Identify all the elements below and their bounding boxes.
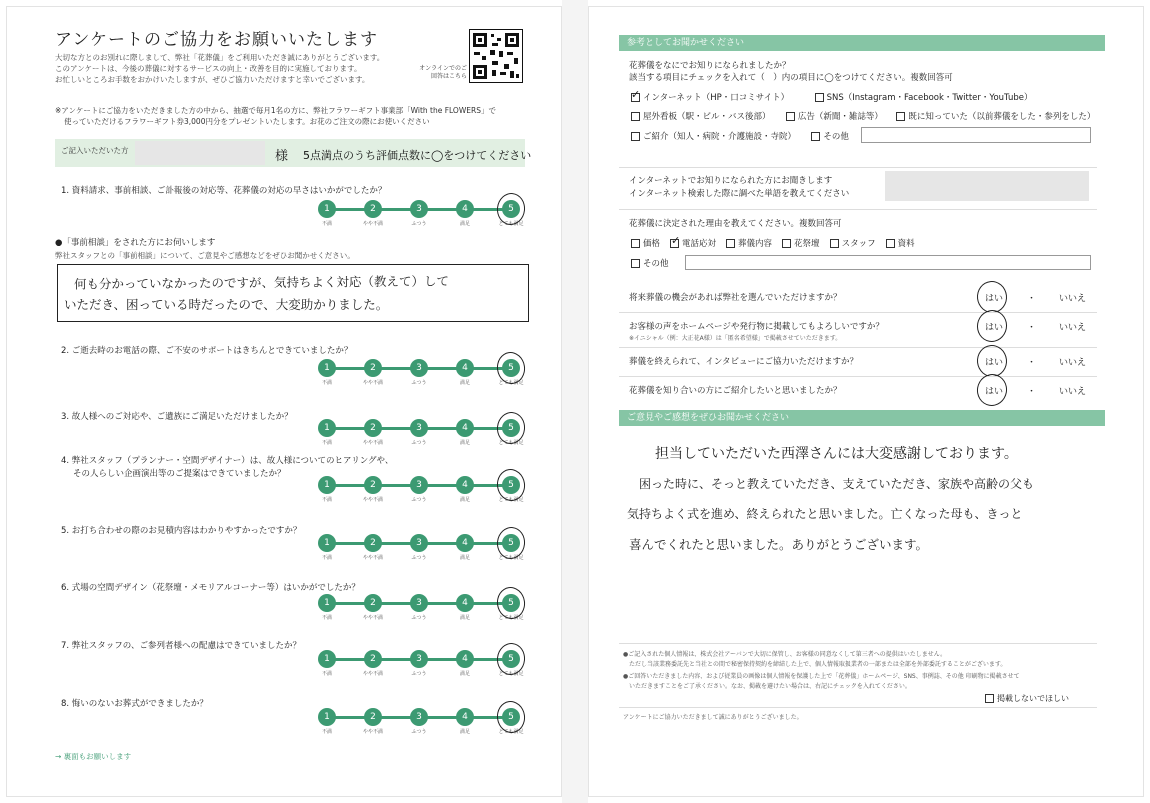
rating-option-4[interactable]: 4 xyxy=(456,200,474,218)
pre-consult-comment-box[interactable] xyxy=(57,264,529,322)
question-3: 3. 故人様へのご対応や、ご遺族にご満足いただけましたか？ xyxy=(61,412,293,422)
rating-scale-label: とても満足 xyxy=(498,671,524,677)
handwritten-line: いただき、困っている時だったので、大変助かりました。 xyxy=(64,297,389,312)
reason-options xyxy=(631,234,925,249)
rating-scale-label: とても満足 xyxy=(498,497,524,503)
yn-question-3: 葬儀を終えられて、インタビューにご協力いただけますか？ xyxy=(629,357,858,367)
rating-option-5[interactable]: 5 xyxy=(502,534,520,552)
rating-scale-label: とても満足 xyxy=(498,221,524,227)
option-internet: インターネット（HP・口コミサイト） xyxy=(643,93,790,103)
question-1: 1. 資料請求、事前相談、ご訃報後の対応等、花葬儀の対応の早さはいかがでしたか？ xyxy=(61,186,387,196)
reason-label: 価格 xyxy=(643,239,661,249)
rating-scale-label: やや不満 xyxy=(362,615,383,621)
name-label: ご記入いただいた方 xyxy=(61,146,129,155)
know-row-3 xyxy=(631,130,849,142)
no-option[interactable]: いいえ xyxy=(1059,294,1087,304)
rating-scale-label: とても満足 xyxy=(498,440,524,446)
right-page xyxy=(588,6,1144,797)
checkbox-referral[interactable] xyxy=(631,132,640,141)
rating-scale-label: 不満 xyxy=(321,440,332,446)
rating-scale-label: 満足 xyxy=(459,729,470,735)
reason-option xyxy=(782,239,820,249)
rating-option-1[interactable]: 1 xyxy=(318,708,336,726)
checkbox-reason-4[interactable] xyxy=(782,239,791,248)
rating-option-3[interactable]: 3 xyxy=(410,650,428,668)
internet-question-sub: インターネット検索した際に調べた単語を教えてください xyxy=(629,189,850,199)
reason-other-label: その他 xyxy=(643,259,669,269)
rating-option-5[interactable]: 5 xyxy=(502,650,520,668)
question-8: 8. 悔いのないお葬式ができましたか？ xyxy=(61,699,208,709)
option-referral: ご紹介（知人・病院・介護施設・寺院） xyxy=(643,132,797,142)
rating-option-2[interactable]: 2 xyxy=(364,419,382,437)
checkbox-reason-3[interactable] xyxy=(726,239,735,248)
selected-yes-circle xyxy=(974,372,1009,409)
yn-question-4: 花葬儀を知り合いの方にご紹介したいと思いましたか？ xyxy=(629,386,842,396)
qr-code[interactable] xyxy=(469,29,523,83)
option-ad: 広告（新聞・雑誌等） xyxy=(797,112,883,122)
handwritten-line: 喜んでくれたと思いました。ありがとうございます。 xyxy=(629,537,929,552)
reason-label: 資料 xyxy=(897,239,915,249)
rating-option-4[interactable]: 4 xyxy=(456,476,474,494)
yes-option[interactable]: はい xyxy=(985,358,1004,368)
rating-option-4[interactable]: 4 xyxy=(456,650,474,668)
rating-option-1[interactable]: 1 xyxy=(318,534,336,552)
rating-option-1[interactable]: 1 xyxy=(318,650,336,668)
question-4-line2: その人らしい企画演出等のご提案はできていましたか？ xyxy=(73,469,286,479)
checkbox-other[interactable] xyxy=(811,132,820,141)
rating-option-3[interactable]: 3 xyxy=(410,594,428,612)
rating-scale-label: 満足 xyxy=(459,671,470,677)
rating-scale-label: 不満 xyxy=(321,497,332,503)
rating-option-3[interactable]: 3 xyxy=(410,200,428,218)
rating-scale-label: 不満 xyxy=(321,555,332,561)
rating-scale-label: 不満 xyxy=(321,615,332,621)
rating-scale-label: ふつう xyxy=(411,671,427,677)
rating-option-5[interactable]: 5 xyxy=(502,419,520,437)
yes-option[interactable]: はい xyxy=(985,323,1004,333)
question-4: 4. 弊社スタッフ（プランナー・空間デザイナー）は、故人様についてのヒアリングや、 xyxy=(61,456,394,466)
reason-option xyxy=(830,239,876,249)
separator-dot: ・ xyxy=(1027,294,1037,304)
divider xyxy=(619,167,1097,168)
section-header-comments: ご意見やご感想をぜひお聞かせください xyxy=(619,410,1105,426)
rating-option-5[interactable]: 5 xyxy=(502,476,520,494)
option-billboard: 屋外看板（駅・ビル・バス後部） xyxy=(643,112,771,122)
rating-option-2[interactable]: 2 xyxy=(364,534,382,552)
question-how-known: 花葬儀をなにでお知りになられましたか？ xyxy=(629,61,791,71)
divider xyxy=(619,347,1097,348)
internet-question: インターネットでお知りになられた方にお聞きします xyxy=(629,176,833,186)
rating-scale-label: 満足 xyxy=(459,615,470,621)
rating-scale-label: とても満足 xyxy=(498,380,524,386)
divider xyxy=(619,707,1097,708)
no-option[interactable]: いいえ xyxy=(1059,323,1087,333)
name-field[interactable] xyxy=(135,141,265,165)
intro-line: お忙しいところお手数をおかけいたしますが、ぜひご協力いただけますと幸いでございます。 xyxy=(55,75,370,84)
reason-question: 花葬儀に決定された理由を教えてください。複数回答可 xyxy=(629,219,842,229)
rating-scale-label: 不満 xyxy=(321,671,332,677)
yn-question-2: お客様の声をホームページや発行物に掲載してもよろしいですか？ xyxy=(629,322,884,332)
qr-label: オンラインでのご回答はこちら xyxy=(419,65,467,80)
rating-scale-label: ふつう xyxy=(411,440,427,446)
know-row-2 xyxy=(631,110,1095,122)
intro-line: このアンケートは、今後の葬儀に対するサービスの向上・改善を目的に実施しております。 xyxy=(55,64,362,73)
question-5: 5. お打ち合わせの際のお見積内容はわかりやすかったですか？ xyxy=(61,526,302,536)
no-option[interactable]: いいえ xyxy=(1059,387,1087,397)
rating-scale-label: 満足 xyxy=(459,440,470,446)
rating-option-4[interactable]: 4 xyxy=(456,708,474,726)
rating-scale-label: やや不満 xyxy=(362,497,383,503)
intro-text xyxy=(55,52,425,85)
rating-option-1[interactable]: 1 xyxy=(318,419,336,437)
reason-other-row xyxy=(631,257,669,269)
other-source-field[interactable] xyxy=(861,127,1091,143)
rating-scale-label: やや不満 xyxy=(362,555,383,561)
rating-scale-label: 満足 xyxy=(459,555,470,561)
gift-note-line: ※アンケートにご協力をいただきました方の中から、抽選で毎月1名の方に、弊社フラワーギフト事業部「With the FLOWERS」で xyxy=(55,106,496,115)
privacy-note: ただし当該業務委託先と当社との間で秘密保持契約を締結した上で、個人情報取扱業者の一部または全部を外部委託することがございます。 xyxy=(629,661,1007,668)
rating-option-3[interactable]: 3 xyxy=(410,534,428,552)
rating-scale-label: 不満 xyxy=(321,380,332,386)
checkbox-internet[interactable]: ✓ xyxy=(631,88,641,101)
divider xyxy=(619,643,1097,644)
rating-option-1[interactable]: 1 xyxy=(318,594,336,612)
search-terms-field[interactable] xyxy=(885,171,1089,201)
rating-scale-label: やや不満 xyxy=(362,729,383,735)
checkbox-billboard[interactable] xyxy=(631,112,640,121)
rating-scale-label: とても満足 xyxy=(498,615,524,621)
selected-yes-circle xyxy=(974,308,1009,345)
pre-consult-sub: 弊社スタッフとの「事前相談」について、ご意見やご感想などをぜひお聞かせください。 xyxy=(55,251,355,260)
reason-label: 電話応対 xyxy=(682,239,717,249)
section-header-reference: 参考としてお聞かせください xyxy=(619,35,1105,51)
reason-option xyxy=(886,239,915,249)
rating-option-5[interactable]: 5 xyxy=(502,594,520,612)
no-publish-option xyxy=(985,693,1069,704)
rating-option-4[interactable]: 4 xyxy=(456,534,474,552)
option-other: その他 xyxy=(823,132,849,142)
rating-option-3[interactable]: 3 xyxy=(410,359,428,377)
rating-option-1[interactable]: 1 xyxy=(318,359,336,377)
rating-scale-label: やや不満 xyxy=(362,221,383,227)
left-page xyxy=(6,6,562,797)
rating-option-1[interactable]: 1 xyxy=(318,200,336,218)
handwritten-line: 担当していただいた西澤さんには大変感謝しております。 xyxy=(655,446,1018,462)
know-row-1 xyxy=(631,88,1033,103)
rating-option-2[interactable]: 2 xyxy=(364,359,382,377)
check-mark-icon: ✓ xyxy=(671,234,681,247)
divider xyxy=(619,376,1097,377)
rating-instruction: 5点満点のうち評価点数に◯をつけてください xyxy=(303,149,532,162)
reason-option xyxy=(726,239,772,249)
rating-scale-label: 満足 xyxy=(459,221,470,227)
pre-consult-heading: ●「事前相談」をされた方にお伺いします xyxy=(55,238,216,248)
rating-scale-label: ふつう xyxy=(411,497,427,503)
rating-option-3[interactable]: 3 xyxy=(410,419,428,437)
rating-option-4[interactable]: 4 xyxy=(456,594,474,612)
rating-scale-label: やや不満 xyxy=(362,671,383,677)
checkbox-reason-6[interactable] xyxy=(886,239,895,248)
rating-scale-label: 不満 xyxy=(321,221,332,227)
rating-option-3[interactable]: 3 xyxy=(410,476,428,494)
yn-question-1: 将来葬儀の機会があれば弊社を選んでいただけますか？ xyxy=(629,293,842,303)
question-6: 6. 式場の空間デザイン（花祭壇・メモリアルコーナー等）はいかがでしたか？ xyxy=(61,583,360,593)
rating-option-4[interactable]: 4 xyxy=(456,359,474,377)
rating-option-5[interactable]: 5 xyxy=(502,359,520,377)
handwritten-line: 困った時に、そっと教えていただき、支えていただき、家族や高齢の父も xyxy=(639,477,1035,491)
rating-scale-label: 不満 xyxy=(321,729,332,735)
thanks-note: アンケートにご協力いただきまして誠にありがとうございました。 xyxy=(623,714,803,721)
gift-note xyxy=(55,105,496,127)
rating-option-2[interactable]: 2 xyxy=(364,200,382,218)
separator-dot: ・ xyxy=(1027,387,1037,397)
honorific: 様 xyxy=(275,149,289,164)
rating-option-4[interactable]: 4 xyxy=(456,419,474,437)
rating-option-1[interactable]: 1 xyxy=(318,476,336,494)
gift-note-line: 使っていただけるフラワーギフト券3,000円分をプレゼントいたします。お花のご注文の際にお使いください xyxy=(64,117,430,126)
checkbox-reason-other[interactable] xyxy=(631,259,640,268)
reason-label: 葬儀内容 xyxy=(738,239,773,249)
turn-over-link: → 裏面もお願いします xyxy=(55,752,132,761)
intro-line: 大切な方とのお別れに際しまして、弊社「花葬儀」をご利用いただき誠にありがとうございます。 xyxy=(55,53,385,62)
option-already-knew: 既に知っていた（以前葬儀をした・参列をした） xyxy=(908,112,1096,122)
rating-scale-label: とても満足 xyxy=(498,555,524,561)
rating-scale-label: 満足 xyxy=(459,380,470,386)
rating-scale-label: ふつう xyxy=(411,555,427,561)
page-title: アンケートのご協力をお願いいたします xyxy=(55,30,378,50)
question-how-known-sub: 該当する項目にチェックを入れて（ ）内の項目に◯をつけてください。複数回答可 xyxy=(629,73,953,83)
question-7: 7. 弊社スタッフの、ご参列者様への配慮はできていましたか？ xyxy=(61,641,301,651)
rating-scale-label: とても満足 xyxy=(498,729,524,735)
no-publish-label: 掲載しないでほしい xyxy=(997,694,1069,703)
rating-scale-label: やや不満 xyxy=(362,440,383,446)
privacy-note: いただきますことをご了承ください。なお、掲載を避けたい場合は、右記にチェックを入れてください。 xyxy=(629,683,911,690)
no-option[interactable]: いいえ xyxy=(1059,358,1087,368)
checkbox-sns[interactable] xyxy=(815,93,824,102)
reason-label: スタッフ xyxy=(841,239,876,249)
privacy-note: ●ご記入された個人情報は、株式会社アーバンで大切に保管し、お客様の同意なくして第三者への提供はいたしません。 xyxy=(623,651,947,658)
reason-other-field[interactable] xyxy=(685,255,1091,270)
rating-option-5[interactable]: 5 xyxy=(502,200,520,218)
handwritten-line: 何も分かっていなかったのですが、気持ちよく対応（教えて）して xyxy=(73,273,450,292)
checkbox-reason-1[interactable] xyxy=(631,239,640,248)
rating-scale-label: ふつう xyxy=(411,615,427,621)
reason-label: 花祭壇 xyxy=(794,239,820,249)
reason-option xyxy=(631,239,660,249)
rating-option-2[interactable]: 2 xyxy=(364,594,382,612)
rating-option-2[interactable]: 2 xyxy=(364,476,382,494)
reason-option xyxy=(670,234,717,249)
page-gutter xyxy=(562,0,588,803)
checkbox-reason-2[interactable] xyxy=(670,234,681,248)
rating-option-3[interactable]: 3 xyxy=(410,708,428,726)
checkbox-ad[interactable] xyxy=(786,112,795,121)
checkbox-no-publish[interactable] xyxy=(985,694,994,703)
divider xyxy=(619,312,1097,313)
rating-scale-label: やや不満 xyxy=(362,380,383,386)
rating-scale-label: ふつう xyxy=(411,221,427,227)
rating-option-2[interactable]: 2 xyxy=(364,708,382,726)
publish-note: ※イニシャル（例：大正花A様）は「匿名希望様」で掲載させていただきます。 xyxy=(629,335,842,342)
rating-scale-label: ふつう xyxy=(411,729,427,735)
yes-option[interactable]: はい xyxy=(985,387,1004,397)
yes-option[interactable]: はい xyxy=(985,294,1004,304)
question-2: 2. ご逝去時のお電話の際、ご不安のサポートはきちんとできていましたか？ xyxy=(61,346,353,356)
privacy-note: ●ご回答いただきました内容、および従業員の画像は個人情報を保護した上で「花葬儀」ホームページ、SNS、事例誌、その他 印刷物に掲載させて xyxy=(623,673,1020,680)
checkbox-already-knew[interactable] xyxy=(896,112,905,121)
option-sns: SNS（Instagram・Facebook・Twitter・YouTube） xyxy=(826,93,1033,103)
divider xyxy=(619,209,1097,210)
rating-option-5[interactable]: 5 xyxy=(502,708,520,726)
comment-area[interactable] xyxy=(619,429,1097,627)
checkbox-reason-5[interactable] xyxy=(830,239,839,248)
separator-dot: ・ xyxy=(1027,358,1037,368)
handwritten-line: 気持ちよく式を進め、終えられたと思いました。亡くなった母も、きっと xyxy=(627,507,1023,521)
separator-dot: ・ xyxy=(1027,323,1037,333)
rating-scale-label: ふつう xyxy=(411,380,427,386)
rating-option-2[interactable]: 2 xyxy=(364,650,382,668)
rating-scale-label: 満足 xyxy=(459,497,470,503)
